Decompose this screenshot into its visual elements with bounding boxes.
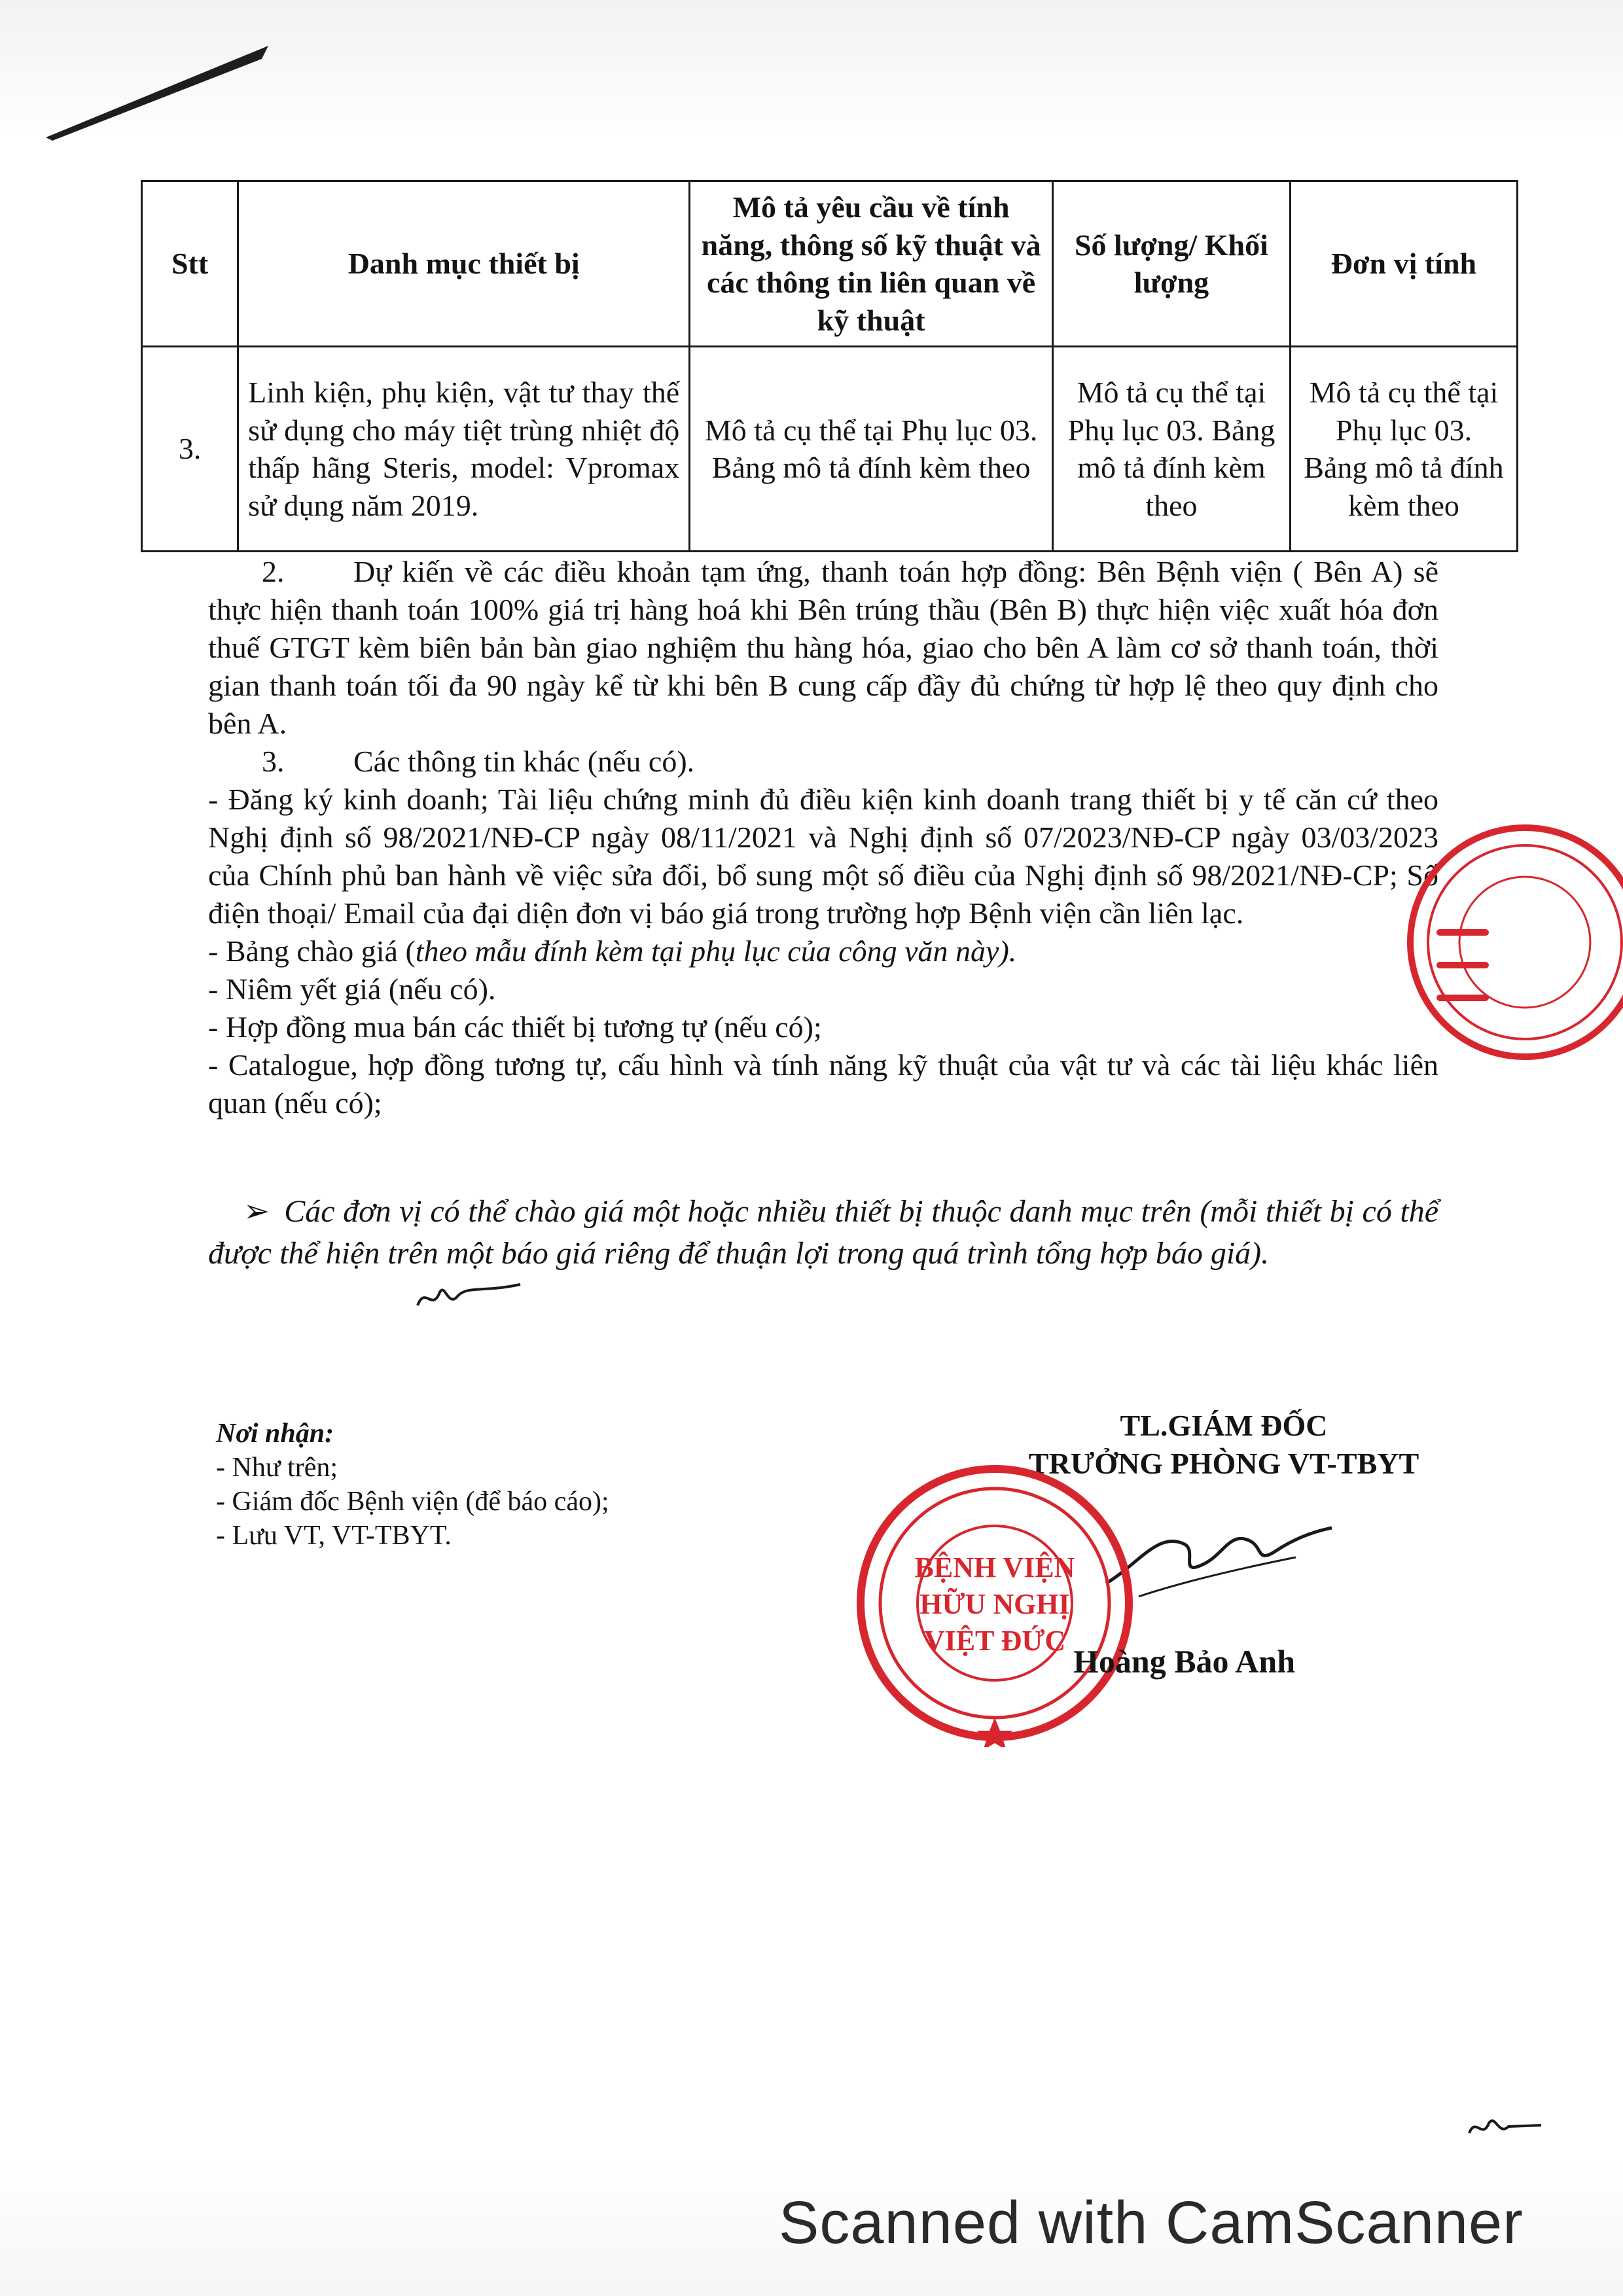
section-3-text: Các thông tin khác (nếu có). <box>353 745 695 778</box>
document-body <box>208 553 1438 1122</box>
header-equipment-name: Danh mục thiết bị <box>238 181 690 347</box>
quotation-note-text: Các đơn vị có thể chào giá một hoặc nhiều thiết bị thuộc danh mục trên (mỗi thiết bị có thể được thể hiện trên một báo giá riêng để thuận lợi trong quá trình tổng hợp báo giá). <box>208 1194 1438 1271</box>
scanner-watermark: Scanned with CamScanner <box>779 2189 1524 2256</box>
requirement-item-2-prefix: - Bảng chào giá ( <box>208 934 416 968</box>
handwritten-initial <box>1466 2107 1544 2146</box>
signer-name: Hoàng Bảo Anh <box>1073 1643 1296 1680</box>
requirement-item-2-italic: theo mẫu đính kèm tại phụ lục của công văn này). <box>415 934 1017 968</box>
recipients-title: Nơi nhận: <box>216 1419 334 1449</box>
section-3-number: 3. <box>262 745 285 778</box>
cell-unit: Mô tả cụ thể tại Phụ lục 03. Bảng mô tả đính kèm theo <box>1290 347 1517 552</box>
hospital-seal-stamp <box>851 1459 1139 1747</box>
recipients-block <box>216 1417 805 1553</box>
requirement-item-1: - Đăng ký kinh doanh; Tài liệu chứng minh đủ điều kiện kinh doanh trang thiết bị y tế căn cứ theo Nghị định số 98/2021/NĐ-CP ngày 08/11/2021 và Nghị định số 07/2023/NĐ-CP ngày 03/03/2023 của Chính phủ ban hành về việc sửa đổi, bổ sung một số điều của Nghị định số 98/2021/NĐ-CP; Số điện thoại/ Email của đại diện đơn vị báo giá trong trường hợp Bệnh viện cần liên lạc. <box>208 783 1438 930</box>
header-unit: Đơn vị tính <box>1290 181 1517 347</box>
handwritten-initial <box>412 1273 524 1318</box>
requirement-item-3: - Niêm yết giá (nếu có). <box>208 972 496 1006</box>
seal-text-3: VIỆT ĐỨC <box>923 1625 1066 1657</box>
section-2-text: Dự kiến về các điều khoản tạm ứng, thanh toán hợp đồng: Bên Bệnh viện ( Bên A) sẽ thực hiện thanh toán 100% giá trị hàng hoá khi Bên trúng thầu (Bên B) thực hiện việc xuất hóa đơn thuế GTGT kèm biên bản bàn giao nghiệm thu hàng hóa, giao cho bên A làm cơ sở thanh toán, thời gian thanh toán tối đa 90 ngày kể từ khi bên B cung cấp đầy đủ chứng từ hợp lệ theo quy định cho bên A. <box>208 555 1438 740</box>
table-row <box>142 347 1518 552</box>
quotation-note <box>208 1191 1438 1275</box>
cell-description: Mô tả cụ thể tại Phụ lục 03. Bảng mô tả đính kèm theo <box>690 347 1053 552</box>
equipment-table <box>141 180 1518 552</box>
cell-equipment-name: Linh kiện, phụ kiện, vật tư thay thế sử dụng cho máy tiệt trùng nhiệt độ thấp hãng Steris, model: Vpromax sử dụng năm 2019. <box>238 347 690 552</box>
requirement-item-2 <box>208 932 1438 970</box>
header-quantity: Số lượng/ Khối lượng <box>1052 181 1290 347</box>
signature-title-1: TL.GIÁM ĐỐC <box>1120 1409 1328 1442</box>
partial-seal-stamp <box>1400 818 1623 1067</box>
section-2-number: 2. <box>262 555 285 588</box>
header-stt: Stt <box>142 181 238 347</box>
recipient-item: - Lưu VT, VT-TBYT. <box>216 1521 452 1551</box>
recipient-item: - Giám đốc Bệnh viện (để báo cáo); <box>216 1487 609 1517</box>
arrow-bullet-icon: ➢ <box>243 1194 270 1229</box>
requirement-item-4: - Hợp đồng mua bán các thiết bị tương tự (nếu có); <box>208 1010 822 1044</box>
cell-stt: 3. <box>142 347 238 552</box>
section-3 <box>208 743 1438 781</box>
seal-text-2: HỮU NGHỊ <box>919 1588 1070 1620</box>
section-2 <box>208 553 1438 743</box>
recipient-item: - Như trên; <box>216 1453 338 1483</box>
header-description: Mô tả yêu cầu về tính năng, thông số kỹ thuật và các thông tin liên quan về kỹ thuật <box>690 181 1053 347</box>
table-header-row <box>142 181 1518 347</box>
cell-quantity: Mô tả cụ thể tại Phụ lục 03. Bảng mô tả đính kèm theo <box>1052 347 1290 552</box>
scan-corner-mark <box>39 39 275 144</box>
signature-title-2: TRƯỞNG PHÒNG VT-TBYT <box>1028 1447 1419 1480</box>
seal-text-1: BỆNH VIỆN <box>914 1551 1075 1583</box>
requirement-item-5: - Catalogue, hợp đồng tương tự, cấu hình và tính năng kỹ thuật của vật tư và các tài liệu khác liên quan (nếu có); <box>208 1048 1438 1120</box>
